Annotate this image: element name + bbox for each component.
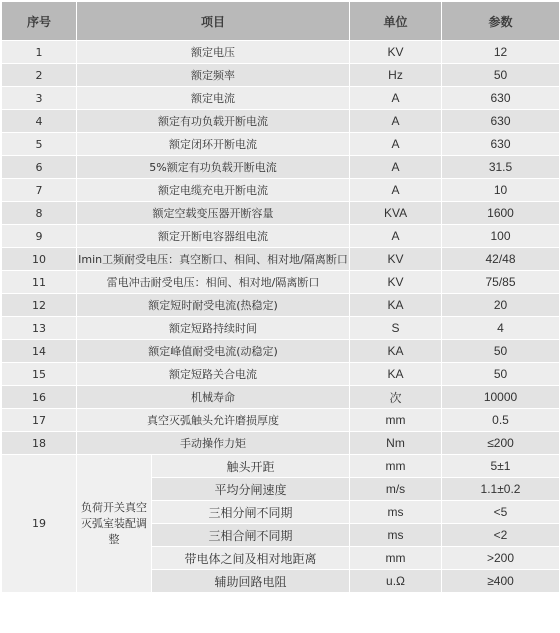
- subrow-item: 三相合闸不同期: [152, 524, 350, 547]
- subrow-unit: u.Ω: [350, 570, 442, 593]
- row-unit: A: [350, 179, 442, 202]
- row-unit: A: [350, 225, 442, 248]
- row-value: 0.5: [442, 409, 560, 432]
- table-row: [2, 432, 560, 455]
- row-item: 额定电流: [77, 87, 350, 110]
- row-unit: A: [350, 133, 442, 156]
- subrow-value: <2: [442, 524, 560, 547]
- subrow-item: 平均分闸速度: [152, 478, 350, 501]
- table-row: [2, 41, 560, 64]
- table-row: [2, 110, 560, 133]
- group-label: 负荷开关真空灭弧室装配调整: [77, 455, 152, 593]
- row-number: 9: [2, 225, 77, 248]
- subrow-unit: m/s: [350, 478, 442, 501]
- row-unit: KA: [350, 363, 442, 386]
- row-value: 630: [442, 110, 560, 133]
- table-row: [2, 294, 560, 317]
- row-unit: Nm: [350, 432, 442, 455]
- row-item: 机械寿命: [77, 386, 350, 409]
- row-value: 50: [442, 64, 560, 87]
- row-item: 雷电冲击耐受电压：相间、相对地/隔离断口: [77, 271, 350, 294]
- row-number: 5: [2, 133, 77, 156]
- row-value: 75/85: [442, 271, 560, 294]
- row-number: 6: [2, 156, 77, 179]
- row-item: 5%额定有功负载开断电流: [77, 156, 350, 179]
- row-number: 16: [2, 386, 77, 409]
- row-number: 1: [2, 41, 77, 64]
- header-item: 项目: [77, 2, 350, 41]
- row-item: 额定电缆充电开断电流: [77, 179, 350, 202]
- row-item: 额定峰值耐受电流(动稳定): [77, 340, 350, 363]
- row-number: 11: [2, 271, 77, 294]
- row-number: 18: [2, 432, 77, 455]
- row-unit: A: [350, 110, 442, 133]
- row-number: 4: [2, 110, 77, 133]
- table-row: [2, 64, 560, 87]
- row-unit: 次: [350, 386, 442, 409]
- subrow-value: >200: [442, 547, 560, 570]
- row-item: 额定开断电容器组电流: [77, 225, 350, 248]
- header-unit: 单位: [350, 2, 442, 41]
- row-number: 7: [2, 179, 77, 202]
- row-unit: S: [350, 317, 442, 340]
- header-no: 序号: [2, 2, 77, 41]
- table-row: [2, 179, 560, 202]
- row-number: 13: [2, 317, 77, 340]
- row-value: 10000: [442, 386, 560, 409]
- table-row: [2, 225, 560, 248]
- row-item: 手动操作力矩: [77, 432, 350, 455]
- subrow-item: 辅助回路电阻: [152, 570, 350, 593]
- table-row: [2, 271, 560, 294]
- row-value: 630: [442, 133, 560, 156]
- table-row: [2, 202, 560, 225]
- row-value: 20: [442, 294, 560, 317]
- table-row: [2, 340, 560, 363]
- row-unit: KV: [350, 41, 442, 64]
- row-value: 10: [442, 179, 560, 202]
- row-unit: KVA: [350, 202, 442, 225]
- row-number: 14: [2, 340, 77, 363]
- row-unit: A: [350, 156, 442, 179]
- row-item: 真空灭弧触头允许磨损厚度: [77, 409, 350, 432]
- row-value: ≤200: [442, 432, 560, 455]
- row-item: 额定有功负载开断电流: [77, 110, 350, 133]
- subrow-value: <5: [442, 501, 560, 524]
- row-item: 额定短时耐受电流(热稳定): [77, 294, 350, 317]
- table-row: [2, 133, 560, 156]
- row-number: 10: [2, 248, 77, 271]
- row-unit: KV: [350, 248, 442, 271]
- row-value: 42/48: [442, 248, 560, 271]
- row-item: 额定频率: [77, 64, 350, 87]
- subrow-unit: ms: [350, 524, 442, 547]
- row-unit: A: [350, 87, 442, 110]
- table-row: [2, 363, 560, 386]
- row-item: 额定电压: [77, 41, 350, 64]
- row-number: 19: [2, 455, 77, 593]
- row-unit: KV: [350, 271, 442, 294]
- table-row: [2, 156, 560, 179]
- subrow-item: 触头开距: [152, 455, 350, 478]
- row-number: 8: [2, 202, 77, 225]
- header-value: 参数: [442, 2, 560, 41]
- row-value: 50: [442, 363, 560, 386]
- subrow-unit: mm: [350, 547, 442, 570]
- table-row: [2, 317, 560, 340]
- row-number: 3: [2, 87, 77, 110]
- row-value: 31.5: [442, 156, 560, 179]
- row-value: 630: [442, 87, 560, 110]
- subrow-item: 三相分闸不同期: [152, 501, 350, 524]
- row-unit: KA: [350, 340, 442, 363]
- row-number: 12: [2, 294, 77, 317]
- subrow-unit: ms: [350, 501, 442, 524]
- subrow-item: 带电体之间及相对地距离: [152, 547, 350, 570]
- table-row: [2, 248, 560, 271]
- row-item: 额定短路关合电流: [77, 363, 350, 386]
- row-value: 50: [442, 340, 560, 363]
- table-row: [2, 386, 560, 409]
- row-number: 2: [2, 64, 77, 87]
- row-item: 额定空载变压器开断容量: [77, 202, 350, 225]
- table-row: [2, 409, 560, 432]
- header-row: [2, 2, 560, 41]
- subrow-value: 5±1: [442, 455, 560, 478]
- table-row: [2, 455, 560, 478]
- subrow-unit: mm: [350, 455, 442, 478]
- table-body: [2, 41, 560, 593]
- row-number: 15: [2, 363, 77, 386]
- subrow-value: 1.1±0.2: [442, 478, 560, 501]
- spec-table: [1, 1, 560, 593]
- subrow-value: ≥400: [442, 570, 560, 593]
- row-item: 额定闭环开断电流: [77, 133, 350, 156]
- row-unit: mm: [350, 409, 442, 432]
- row-number: 17: [2, 409, 77, 432]
- row-value: 12: [442, 41, 560, 64]
- row-item: Imin工频耐受电压：真空断口、相间、相对地/隔离断口: [77, 248, 350, 271]
- table-row: [2, 87, 560, 110]
- row-value: 1600: [442, 202, 560, 225]
- row-value: 100: [442, 225, 560, 248]
- row-item: 额定短路持续时间: [77, 317, 350, 340]
- row-unit: KA: [350, 294, 442, 317]
- row-value: 4: [442, 317, 560, 340]
- row-unit: Hz: [350, 64, 442, 87]
